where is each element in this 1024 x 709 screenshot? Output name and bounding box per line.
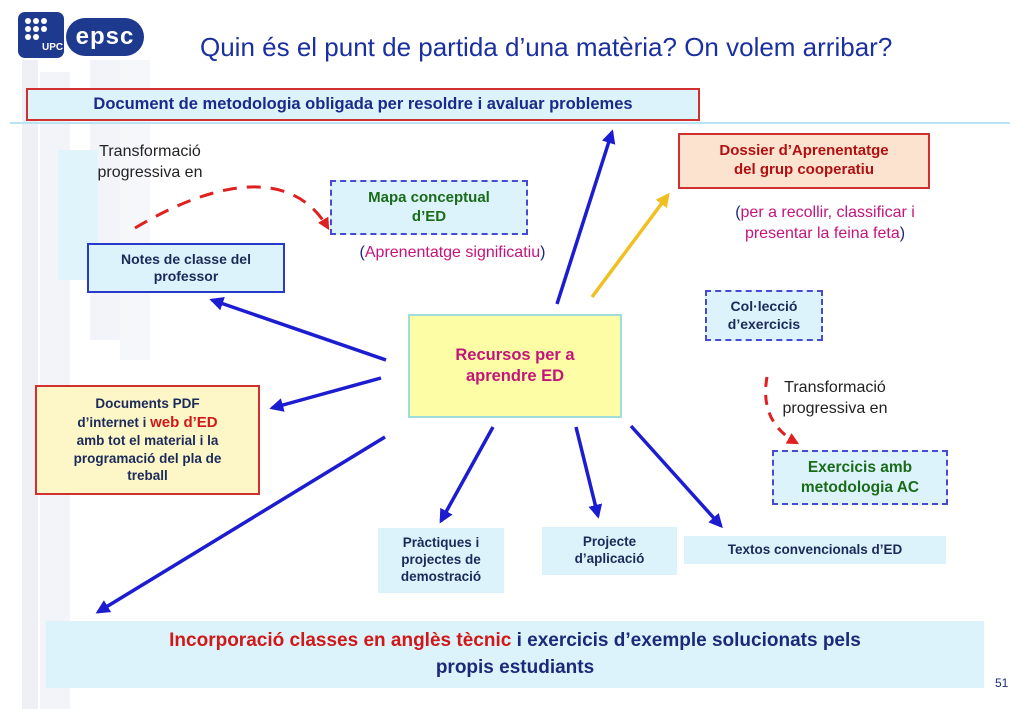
dossier-note-line2: presentar la feina feta bbox=[744, 224, 900, 242]
notes-line2: professor bbox=[153, 268, 219, 284]
dossier-note: (per a recollir, classificar i presentar la feina feta) bbox=[735, 204, 915, 242]
pdf-line3: amb tot el material i la bbox=[76, 433, 219, 449]
transform-right-line1: Transformació bbox=[784, 379, 886, 396]
projecte-box bbox=[542, 527, 677, 575]
exercicis-ac-line1: Exercicis amb bbox=[807, 459, 913, 477]
bottom-red-text: Incorporació classes en anglès tècnic bbox=[169, 629, 512, 651]
arrow-to-dossier bbox=[592, 195, 668, 297]
center-line1: Recursos per a bbox=[455, 346, 575, 365]
practiques-line1: Pràctiques i bbox=[402, 535, 480, 551]
pdf-line2a: d’internet i bbox=[77, 414, 151, 430]
epsc-logo-text: epsc bbox=[75, 23, 135, 50]
colleccio-box bbox=[705, 290, 823, 341]
page-number: 51 bbox=[995, 676, 1009, 690]
projecte-line2: d’aplicació bbox=[574, 551, 645, 566]
transform-right-line2: progressiva en bbox=[782, 399, 888, 417]
bottom-blue-text-1: i exercicis d’exemple solucionats pels bbox=[511, 629, 861, 651]
arrow-to-banner bbox=[557, 132, 612, 304]
dossier-note-line1: per a recollir, classificar i bbox=[740, 204, 915, 221]
arrow-to-practiques bbox=[441, 427, 493, 521]
epsc-logo bbox=[66, 18, 144, 56]
bottom-blue-text-2: propis estudiants bbox=[435, 656, 595, 678]
center-line2: aprendre ED bbox=[465, 367, 565, 385]
pdf-box bbox=[35, 385, 260, 495]
dossier-line1: Dossier d’Aprenentatge bbox=[719, 142, 889, 160]
dashed-arrow-to-mapa bbox=[135, 187, 328, 228]
projecte-line1: Projecte bbox=[582, 534, 637, 550]
textos-text: Textos convencionals d’ED bbox=[727, 541, 903, 557]
pdf-line1: Documents PDF bbox=[95, 396, 200, 412]
pdf-line4: programació del pla de bbox=[73, 450, 222, 466]
arrow-to-textos bbox=[631, 426, 721, 526]
transform-left-text bbox=[70, 142, 230, 184]
arrow-to-pdf bbox=[272, 378, 381, 408]
practiques-box bbox=[378, 528, 504, 593]
pdf-line5: treball bbox=[127, 468, 168, 484]
practiques-line3: demostració bbox=[400, 568, 482, 584]
mapa-note-text: Aprenentatge significatiu bbox=[364, 244, 541, 261]
page-title: Quin és el punt de partida d’una matèria? On volem arribar? bbox=[200, 32, 893, 62]
practiques-line2: projectes de bbox=[401, 552, 481, 568]
arrow-to-projecte bbox=[576, 427, 598, 516]
exercicis-ac-box bbox=[772, 450, 948, 505]
transform-right-text bbox=[760, 378, 910, 420]
mapa-line1: Mapa conceptual bbox=[368, 188, 490, 206]
upc-logo bbox=[18, 12, 64, 58]
pdf-web-link: web d’ED bbox=[150, 413, 218, 431]
transform-left-line2: progressiva en bbox=[97, 163, 203, 181]
mapa-line2: d’ED bbox=[411, 207, 447, 225]
center-box bbox=[408, 314, 622, 418]
notes-line1: Notes de classe del bbox=[121, 250, 251, 267]
notes-box bbox=[87, 243, 285, 293]
transform-left-line1: Transformació bbox=[99, 143, 201, 160]
dossier-line2: del grup cooperatiu bbox=[733, 161, 874, 178]
arrow-to-notes bbox=[212, 300, 386, 360]
colleccio-line1: Col·lecció bbox=[730, 298, 798, 314]
mapa-note: (Aprenentatge significatiu) bbox=[359, 244, 546, 261]
colleccio-line2: d’exercicis bbox=[727, 315, 801, 332]
exercicis-ac-line2: metodologia AC bbox=[800, 478, 920, 496]
bottom-banner bbox=[46, 621, 984, 688]
dossier-box bbox=[678, 133, 930, 189]
divider-line bbox=[10, 122, 1010, 124]
top-banner bbox=[26, 88, 700, 121]
textos-box bbox=[684, 536, 946, 564]
mapa-conceptual-box bbox=[330, 180, 528, 235]
top-banner-text: Document de metodologia obligada per resoldre i avaluar problemes bbox=[93, 95, 633, 114]
upc-logo-text: UPC bbox=[42, 42, 64, 53]
